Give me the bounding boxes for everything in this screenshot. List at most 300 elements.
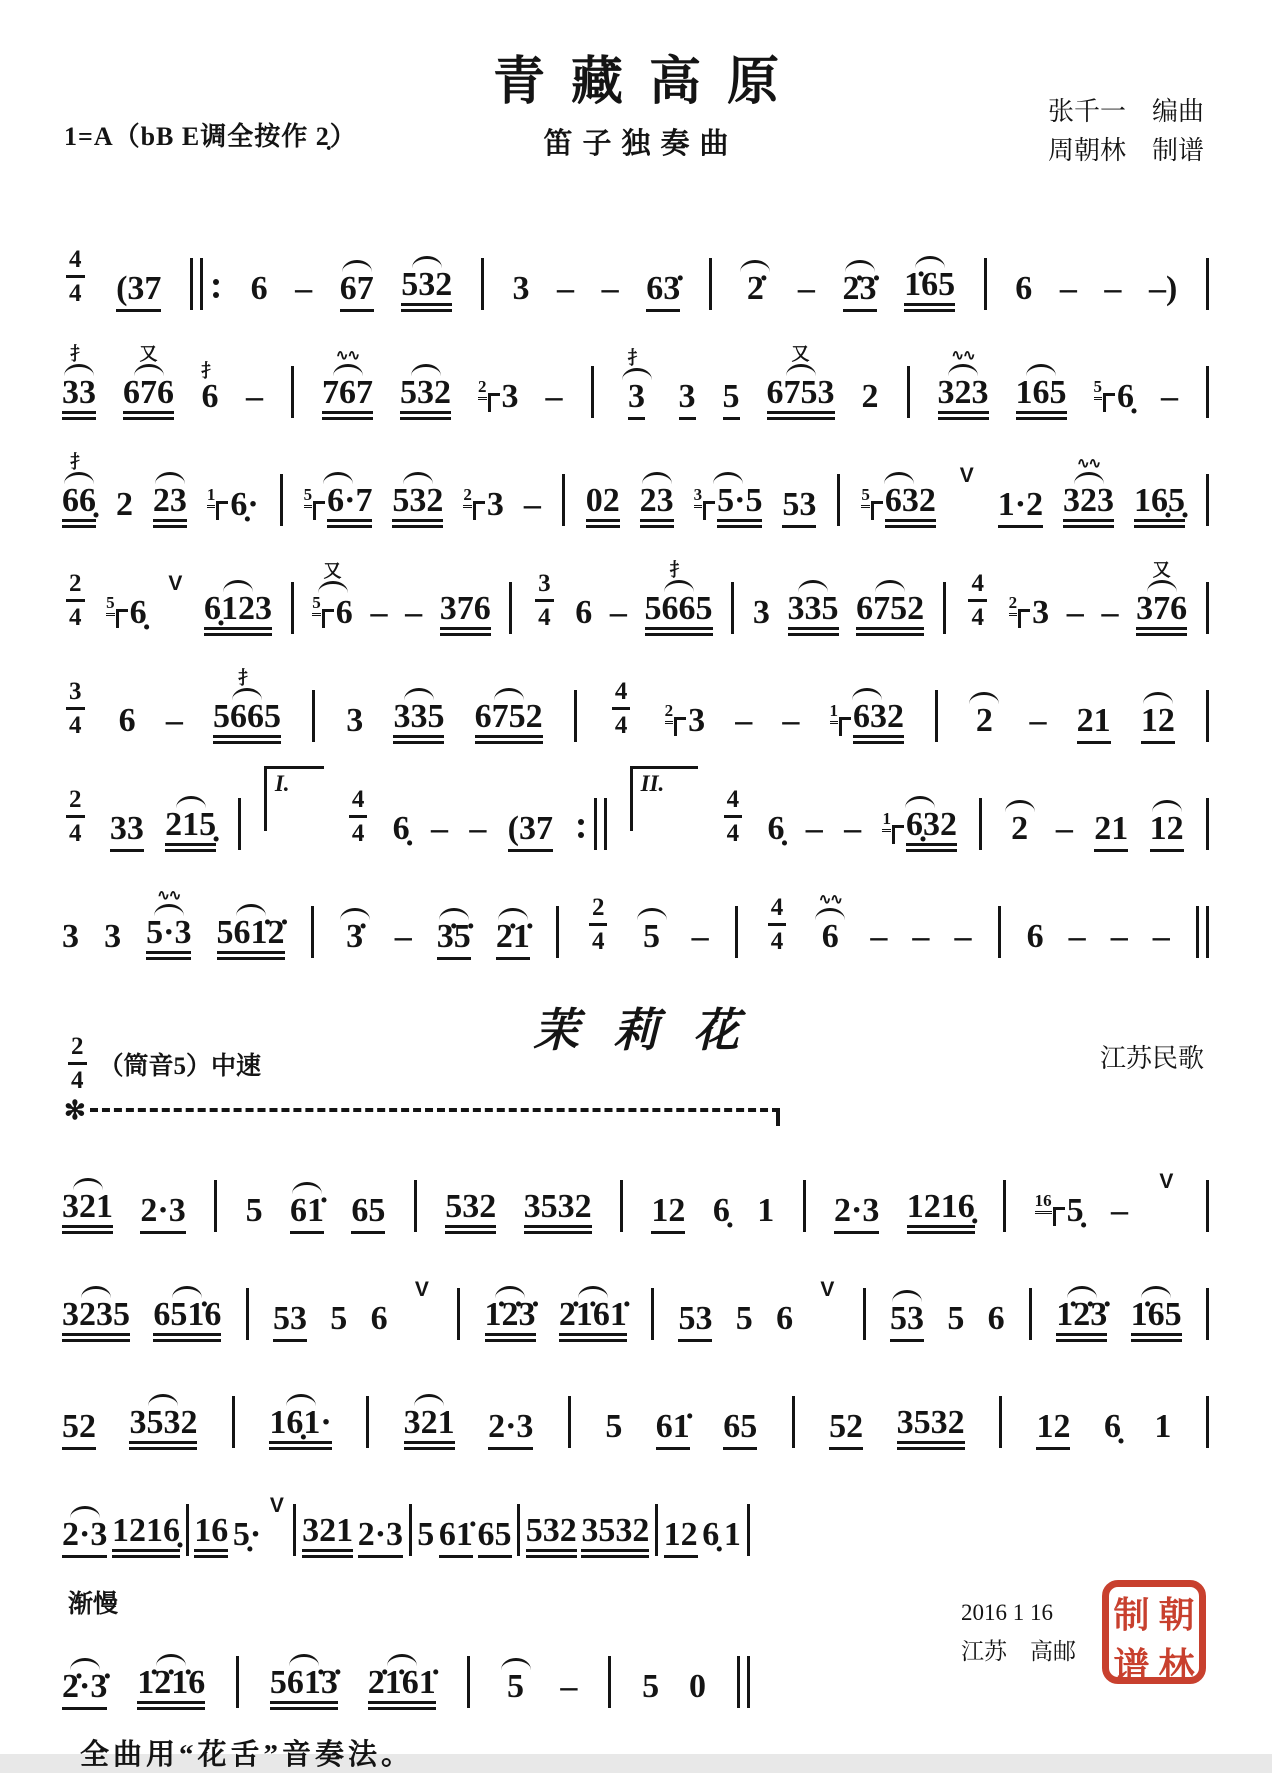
note-row (463, 485, 504, 528)
note-row (524, 1190, 592, 1234)
note-group (524, 1160, 592, 1234)
note-text: 376 (1136, 592, 1187, 636)
note-row (62, 376, 96, 420)
note-row (512, 272, 529, 312)
note-text: 63̇ (646, 272, 680, 312)
note-text: – (691, 918, 709, 955)
note-text: – (246, 378, 263, 415)
note-row (401, 268, 452, 312)
note-row (843, 272, 877, 312)
note-row (575, 596, 592, 636)
note-group (290, 1164, 324, 1234)
note-text: 65 (723, 1410, 757, 1450)
note-text: – (1066, 594, 1084, 631)
note-group (129, 1376, 197, 1450)
note-text: 5 (417, 1516, 435, 1553)
ornament-marks (852, 670, 882, 700)
bar-line (907, 366, 910, 418)
time-sig-denominator: 4 (726, 820, 740, 847)
grace-hook-icon (703, 501, 715, 520)
note-row (581, 1514, 649, 1558)
bar-line (1206, 366, 1209, 418)
note-text: 532 (400, 376, 451, 420)
note-text: 215̣ (165, 808, 216, 852)
grace-hook-icon (116, 609, 128, 628)
note-text: 321 (302, 1514, 353, 1558)
note-group (998, 458, 1043, 528)
note-group (904, 238, 955, 312)
trill-wavy-icon: ∿∿ (818, 891, 842, 908)
note-group (440, 562, 491, 636)
note-row (1161, 380, 1178, 420)
ornament-marks (969, 674, 999, 704)
note-row (904, 268, 955, 312)
note-row (440, 592, 491, 636)
note-group (439, 1488, 473, 1558)
time-signature (66, 247, 85, 306)
ornament-marks (905, 778, 935, 808)
note-group (694, 454, 763, 528)
note-row (844, 812, 861, 852)
ornament-marks (148, 1376, 178, 1406)
note-row (351, 1194, 385, 1234)
note-row (404, 1406, 455, 1450)
note-text: – (782, 702, 800, 739)
note-row (1101, 596, 1118, 636)
note-text: – (1059, 270, 1077, 307)
note-group (645, 561, 713, 636)
piece2-source: 江苏民歌 (1099, 1044, 1204, 1073)
note-group (713, 1164, 730, 1234)
seal-character: 谱 (1113, 1646, 1150, 1686)
repeat-dot (578, 819, 584, 825)
ornament-marks (134, 345, 164, 376)
note-row (251, 272, 268, 312)
note-group (954, 890, 971, 960)
ornament-marks (387, 1636, 417, 1666)
note-text: 2 (861, 378, 879, 415)
bar-line (481, 258, 484, 310)
grace-hook-icon (488, 393, 500, 412)
note-text: 532 (526, 1514, 577, 1558)
note-group (622, 349, 652, 420)
bar-line (1206, 906, 1209, 958)
note-group (646, 242, 680, 312)
note-group (782, 674, 799, 744)
note-row (469, 812, 486, 852)
bar-line (594, 798, 597, 850)
bar-line (214, 1180, 217, 1232)
ornament-marks (495, 1268, 525, 1298)
note-text: 1·2 (998, 488, 1043, 528)
note-row (767, 812, 784, 852)
ornament-marks (798, 562, 828, 592)
note-row (405, 596, 422, 636)
note-group (110, 782, 144, 852)
ornament-marks (1152, 782, 1182, 812)
note-row (165, 808, 216, 852)
piece1-line-5 (62, 656, 1210, 744)
note-text: 0 (688, 1668, 706, 1705)
note-group (137, 1636, 205, 1710)
note-text: 3532 (897, 1406, 965, 1450)
note-row (656, 1410, 690, 1450)
grace-note: 1 (207, 485, 216, 508)
note-group (116, 242, 161, 312)
note-group (1136, 561, 1187, 636)
note-text: 2·3 (358, 1518, 403, 1558)
note-group (501, 1640, 531, 1710)
ornament-marks (642, 454, 672, 484)
note-row (1056, 812, 1073, 852)
footer-dates (961, 1593, 1076, 1671)
note-group (1134, 454, 1185, 528)
technique-mark: 扌 (669, 560, 688, 580)
grace-note: 2 (1009, 593, 1018, 616)
note-text: – (1029, 702, 1047, 739)
composer-credit: 张千一 编曲 (1047, 97, 1204, 126)
note-text: – (912, 918, 930, 955)
piece1-line-4 (62, 548, 1210, 636)
note-text: 3̇ (346, 918, 364, 955)
note-group (1067, 566, 1084, 636)
note-text: 1̇2̇1̇6 (137, 1666, 205, 1710)
piece2-meter-tempo (64, 1034, 261, 1093)
note-row (62, 1518, 107, 1558)
note-group (207, 455, 259, 528)
note-row (304, 484, 373, 528)
note-row (166, 704, 183, 744)
note-text: 6 (201, 378, 219, 415)
note-group (371, 1272, 388, 1342)
repeat-dots (578, 819, 584, 838)
note-row (1134, 484, 1185, 528)
note-row (346, 920, 363, 960)
bar-line (803, 1180, 806, 1232)
note-row (153, 1298, 221, 1342)
bar-line (999, 1396, 1002, 1448)
note-text: 5 (947, 1300, 965, 1337)
footer-date: 2016 1 16 (961, 1599, 1053, 1625)
note-row (437, 920, 471, 960)
grace-note: 5 (861, 485, 870, 508)
note-group (1111, 1164, 1128, 1234)
note-text: –) (1148, 270, 1178, 307)
note-text: 5̣· (232, 1516, 262, 1553)
note-text: 33 (110, 812, 144, 852)
ornament-marks (340, 890, 370, 920)
note-group (702, 1488, 719, 1558)
note-row (368, 1666, 436, 1710)
note-row (757, 1194, 774, 1234)
note-text: 6752 (856, 592, 924, 636)
note-text: 3235 (62, 1298, 130, 1342)
bar-line (735, 906, 738, 958)
volta-bracket: I. (264, 766, 324, 831)
grace-hook-icon (871, 501, 883, 520)
note-row (62, 920, 79, 960)
note-text: 6 (1026, 918, 1044, 955)
ornament-marks (1147, 561, 1177, 592)
ornament-marks (1143, 674, 1173, 704)
note-row (753, 596, 770, 636)
bar-line (186, 1504, 189, 1556)
note-text: 3 (628, 380, 645, 420)
bar-line (414, 1180, 417, 1232)
note-group (368, 1636, 436, 1710)
ornament-marks (875, 562, 905, 592)
volta-bracket: II. (630, 766, 699, 831)
bar-line (366, 1396, 369, 1448)
note-row (269, 1406, 331, 1450)
note-text: 6 (776, 1300, 794, 1337)
bar-line (280, 474, 283, 526)
note-group (62, 345, 96, 420)
note-text: – (1111, 1192, 1128, 1229)
note-text: 561̇3̇ (270, 1666, 338, 1710)
note-text: 21 (1077, 704, 1111, 744)
note-row (767, 376, 835, 420)
note-group (351, 1164, 385, 1234)
note-text: – (1161, 378, 1178, 415)
note-text: – (844, 810, 862, 847)
breath-mark: V (269, 1494, 284, 1517)
time-sig-numerator: 4 (968, 571, 987, 602)
note-row (1150, 812, 1184, 852)
ornament-marks (494, 670, 524, 700)
bar-line (556, 906, 559, 958)
piece2-title: 茉莉花 (533, 1005, 773, 1056)
note-group (829, 1380, 863, 1450)
piece1-line-6 (62, 764, 1210, 852)
note-group (273, 1272, 307, 1342)
note-text: (37 (116, 272, 161, 312)
piece1-score (62, 224, 1210, 960)
note-text: 2̇1̇ (496, 920, 530, 960)
note-row (445, 1190, 496, 1234)
ornament-marks (412, 238, 442, 268)
note-group (862, 350, 879, 420)
breath-mark: V (414, 1278, 429, 1301)
ornament-marks (498, 890, 528, 920)
note-row (643, 920, 660, 960)
note-group (1141, 674, 1175, 744)
bar-line (232, 1396, 235, 1448)
note-group (62, 890, 79, 960)
note-text: 335 (393, 700, 444, 744)
time-sig-numerator: 2 (589, 895, 608, 926)
note-text: 52 (829, 1410, 863, 1450)
technique-mark: 又 (323, 561, 342, 581)
ornament-marks (323, 454, 353, 484)
note-group (1063, 454, 1114, 528)
grace-hook-icon (313, 501, 325, 520)
note-row (62, 1410, 96, 1450)
ornament-marks (411, 346, 441, 376)
note-group (392, 454, 443, 528)
note-text: 6753 (767, 376, 835, 420)
note-group (478, 347, 519, 420)
note-group (270, 1636, 338, 1710)
time-sig-denominator: 4 (69, 604, 82, 631)
note-group (856, 562, 924, 636)
double-bar-line (189, 258, 204, 312)
note-row (713, 1194, 730, 1234)
bar-line (1206, 1288, 1209, 1340)
grace-note: 2 (478, 377, 487, 400)
note-row (1104, 1410, 1121, 1450)
note-row (822, 920, 839, 960)
note-text: 6 (1015, 270, 1033, 307)
piece2-line-1 (62, 1146, 1210, 1234)
note-group (757, 1164, 774, 1234)
note-row (736, 1302, 753, 1342)
note-text: 1216̣ (112, 1514, 180, 1558)
note-row (393, 812, 410, 852)
note-text: 6̣32 (906, 808, 957, 852)
grace-hook-icon (216, 501, 228, 520)
red-seal-stamp (1102, 1580, 1206, 1684)
note-text: 3 (1032, 594, 1050, 631)
note-row (1153, 920, 1170, 960)
note-row (1027, 920, 1044, 960)
note-group (1111, 890, 1128, 960)
ornament-marks (333, 346, 363, 376)
note-text: 6 (250, 270, 268, 307)
note-group (1016, 346, 1067, 420)
note-group (165, 778, 216, 852)
note-text: 5 (605, 1408, 623, 1445)
note-row (988, 1302, 1005, 1342)
note-text: 53 (782, 488, 816, 528)
note-group (62, 1160, 113, 1234)
time-signature (66, 679, 85, 738)
bar-line (984, 258, 987, 310)
ornament-marks (637, 890, 667, 920)
note-row (1131, 1298, 1182, 1342)
note-group (295, 242, 312, 312)
breath-mark: V (168, 572, 183, 595)
note-text: – (523, 486, 541, 523)
note-row (998, 488, 1043, 528)
note-row (724, 1518, 741, 1558)
grace-hook-icon (1103, 393, 1115, 412)
ornament-marks (292, 1164, 322, 1194)
piece1-credits (1048, 92, 1204, 170)
note-group (104, 890, 121, 960)
note-row (488, 1410, 533, 1450)
note-text: 5 (507, 1668, 524, 1705)
time-signature (66, 787, 85, 846)
grace-hook-icon (892, 825, 904, 844)
note-row (1056, 1298, 1107, 1342)
piece2-line-2 (62, 1254, 1210, 1342)
note-group (322, 346, 373, 420)
note-group (346, 674, 363, 744)
grace-hook-icon (839, 717, 851, 736)
time-signature (724, 787, 743, 846)
note-group (269, 1376, 331, 1450)
ornament-marks (318, 562, 348, 593)
ornament-marks (1074, 454, 1104, 484)
note-text: 3 (346, 702, 364, 739)
grace-note: 16 (1035, 1191, 1052, 1214)
note-group (753, 566, 770, 636)
note-text: – (1110, 918, 1128, 955)
repeat-start (189, 258, 223, 312)
note-row (782, 488, 816, 528)
note-group (637, 890, 667, 960)
note-row (897, 1406, 965, 1450)
technique-mark: 扌 (70, 452, 88, 472)
note-group (370, 566, 387, 636)
note-text: 33 (62, 376, 96, 420)
note-text: 16 (194, 1514, 228, 1558)
technique-mark: 扌 (627, 348, 646, 368)
note-text: 65 (478, 1518, 512, 1558)
note-row (370, 596, 387, 636)
piece1-key-signature: 1=A（bB E调全按作 2̣） (64, 122, 357, 151)
piece2-time-signature (68, 1034, 87, 1093)
ornament-marks (289, 1636, 319, 1666)
note-text: 2 (115, 486, 133, 523)
slur-arc-icon (318, 581, 348, 593)
note-text: 6752 (475, 700, 543, 744)
ornament-marks (1005, 782, 1035, 812)
note-row (610, 596, 627, 636)
grace-note: 2 (463, 485, 472, 508)
note-group (112, 1484, 180, 1558)
note-text: 5 (723, 380, 740, 420)
note-text: 3 (752, 594, 770, 631)
note-group (782, 458, 816, 528)
note-text: 6̣ (702, 1516, 720, 1553)
note-group (844, 782, 861, 852)
note-group (689, 1640, 706, 1710)
note-group (358, 1488, 403, 1558)
note-text: 12 (664, 1518, 698, 1558)
double-bar-line (593, 798, 608, 852)
note-text: 6̣123 (204, 592, 272, 636)
note-text: 1̇65 (1131, 1298, 1182, 1342)
note-row (213, 700, 281, 744)
bar-line (998, 906, 1001, 958)
bar-line (509, 582, 512, 634)
note-row (62, 1190, 113, 1234)
note-text: 321 (62, 1190, 113, 1234)
note-text: 767 (322, 376, 373, 420)
ornament-marks (201, 350, 219, 380)
note-group (947, 1272, 964, 1342)
ornament-marks (223, 562, 253, 592)
bar-line (311, 906, 314, 958)
note-text: 16̣5̣ (1134, 484, 1185, 528)
note-text: 02 (586, 484, 620, 528)
note-group (679, 350, 696, 420)
note-group (204, 562, 272, 636)
piece1-line-1 (62, 224, 1210, 312)
note-row (496, 920, 530, 960)
piece1-line-3 (62, 440, 1210, 528)
note-group (404, 1376, 455, 1450)
note-group (815, 890, 845, 960)
ornament-marks (156, 1636, 186, 1666)
note-text: 6̣ (767, 810, 785, 847)
note-group (605, 1380, 622, 1450)
note-text: 3532 (581, 1514, 649, 1558)
time-sig-numerator: 4 (612, 679, 631, 710)
note-text: 6̣ (1117, 378, 1134, 415)
